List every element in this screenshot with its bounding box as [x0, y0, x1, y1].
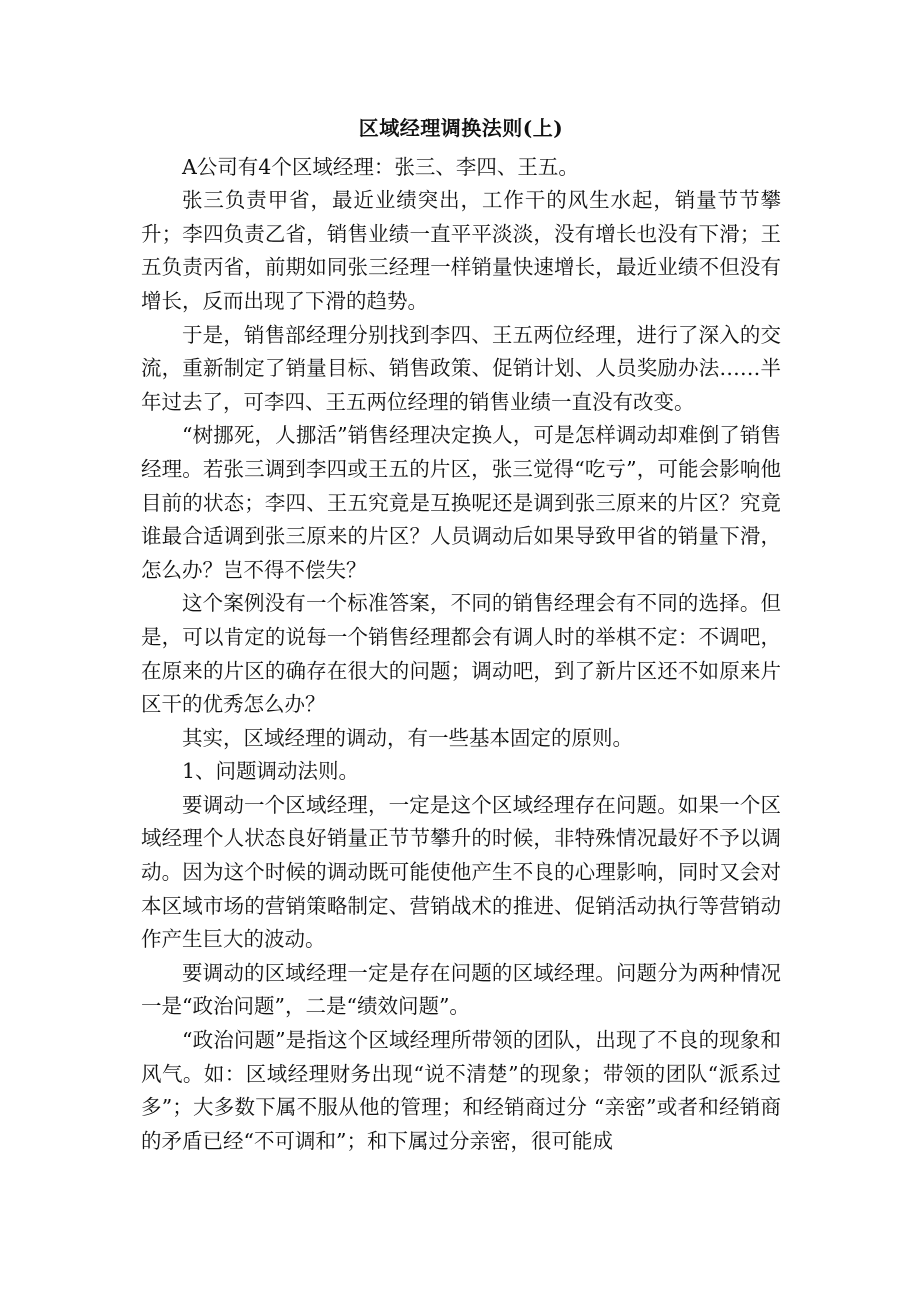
paragraph-background: 张三负责甲省，最近业绩突出，工作干的风生水起，销量节节攀升；李四负责乙省，销售业绩一直平平淡淡，没有增长也没有下滑；王五负责丙省，前期如同张三经理一样销量快速增长，最近业绩不但没有增长，反而出现了下滑的趋势。 [141, 188, 781, 313]
document-title: 区域经理调换法则(上) [358, 116, 564, 140]
paragraph-no-answer: 这个案例没有一个标准答案，不同的销售经理会有不同的选择。但是，可以肯定的说每一个销售经理都会有调人时的举棋不定：不调吧，在原来的片区的确存在很大的问题；调动吧，到了新片区还不如原来片区干的优秀怎么办？ [141, 591, 781, 717]
section-heading-rule-1: 1、问题调动法则。 [182, 759, 360, 784]
paragraph-dilemma: “树挪死，人挪活”销售经理决定换人，可是怎样调动却难倒了销售经理。若张三调到李四或王五的片区，张三觉得“吃亏”，可能会影响他目前的状态；李四、王五究竟是互换呢还是调到张三原来的片区？究竟谁最合适调到张三原来的片区？人员调动后如果导致甲省的销量下滑，怎么办？岂不得不偿失？ [141, 423, 781, 582]
paragraph-attempt: 于是，销售部经理分别找到李四、王五两位经理，进行了深入的交流，重新制定了销量目标、销售政策、促销计划、人员奖励办法……半年过去了，可李四、王五两位经理的销售业绩一直没有改变。 [141, 322, 781, 414]
paragraph-intro: A公司有4个区域经理：张三、李四、王五。 [182, 154, 579, 179]
paragraph-problem-types: 要调动的区域经理一定是存在问题的区域经理。问题分为两种情况一是“政治问题”，二是“绩效问题”。 [141, 960, 781, 1019]
document-page [141, 112, 781, 1158]
paragraph-rule-1-detail: 要调动一个区域经理，一定是这个区域经理存在问题。如果一个区域经理个人状态良好销量正节节攀升的时候，非特殊情况最好不予以调动。因为这个时候的调动既可能使他产生不良的心理影响，同时又会对本区域市场的营销策略制定、营销战术的推进、促销活动执行等营销动作产生巨大的波动。 [141, 792, 781, 952]
paragraph-principles: 其实，区域经理的调动，有一些基本固定的原则。 [182, 725, 633, 750]
paragraph-political-problem: “政治问题”是指这个区域经理所带领的团队，出现了不良的现象和风气。如：区域经理财务出现“说不清楚”的现象；带领的团队“派系过多”；大多数下属不服从他的管理；和经销商过分 “亲密”或者和经销商的矛盾已经“不可调和”；和下属过分亲密，很可能成 [141, 1028, 781, 1153]
